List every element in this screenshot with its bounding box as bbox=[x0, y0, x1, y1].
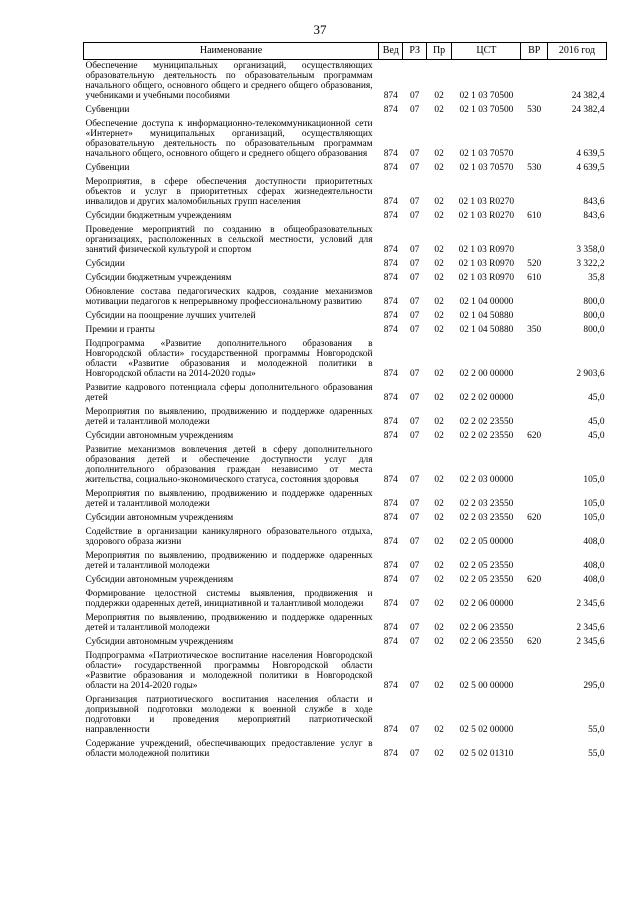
cell-pr: 02 bbox=[434, 431, 444, 441]
header-year: 2016 год bbox=[547, 43, 606, 60]
cell-name: Содействие в организации каникулярного образовательного отдыха, здорового образа жизни bbox=[85, 527, 373, 547]
cell-pr: 02 bbox=[434, 369, 444, 379]
cell-amount: 105,0 bbox=[583, 499, 605, 509]
cell-pr: 02 bbox=[434, 311, 444, 321]
cell-ved: 874 bbox=[383, 725, 398, 735]
cell-name: Мероприятия, в сфере обеспечения доступности приоритетных объектов и услуг в приоритетных сферах жизнедеятельности инвалидов и других маломобильных групп населения bbox=[85, 177, 373, 207]
cell-pr: 02 bbox=[434, 197, 444, 207]
cell-vr: 350 bbox=[527, 325, 542, 335]
cell-pr: 02 bbox=[434, 623, 444, 633]
cell-amount: 24 382,4 bbox=[571, 91, 605, 101]
table-row bbox=[84, 738, 607, 762]
cell-ved: 874 bbox=[383, 599, 398, 609]
cell-pr: 02 bbox=[434, 475, 444, 485]
cell-pr: 02 bbox=[434, 749, 444, 759]
cell-cst: 02 1 03 R0970 bbox=[458, 259, 515, 269]
table-row bbox=[84, 272, 607, 286]
cell-vr bbox=[521, 382, 547, 406]
cell-pr: 02 bbox=[434, 273, 444, 283]
cell-ved: 874 bbox=[383, 393, 398, 403]
cell-vr bbox=[521, 588, 547, 612]
header-pr: Пр bbox=[426, 43, 451, 60]
cell-cst: 02 5 02 01310 bbox=[459, 749, 514, 759]
cell-amount: 408,0 bbox=[583, 575, 605, 585]
cell-rz: 07 bbox=[409, 561, 420, 571]
cell-ved: 874 bbox=[383, 163, 398, 173]
cell-pr: 02 bbox=[434, 725, 444, 735]
cell-rz: 07 bbox=[409, 393, 420, 403]
cell-name: Обеспечение муниципальных организаций, осуществляющих образовательную деятельность по образовательным программам начального общего, основного общего и среднего общего образования, учебниками и учебными пособиями bbox=[85, 61, 373, 101]
cell-pr: 02 bbox=[434, 297, 444, 307]
header-vr: ВР bbox=[521, 43, 547, 60]
cell-ved: 874 bbox=[383, 149, 398, 159]
cell-rz: 07 bbox=[409, 575, 420, 585]
cell-rz: 07 bbox=[409, 725, 420, 735]
cell-ved: 874 bbox=[383, 537, 398, 547]
table-row bbox=[84, 588, 607, 612]
cell-amount: 35,8 bbox=[588, 273, 605, 283]
cell-cst: 02 1 03 70500 bbox=[459, 105, 514, 115]
cell-rz: 07 bbox=[409, 749, 420, 759]
cell-ved: 874 bbox=[383, 91, 398, 101]
table-row bbox=[84, 444, 607, 488]
cell-cst: 02 2 06 00000 bbox=[459, 599, 514, 609]
cell-amount: 408,0 bbox=[583, 537, 605, 547]
cell-rz: 07 bbox=[409, 623, 420, 633]
cell-amount: 55,0 bbox=[588, 749, 605, 759]
cell-name: Организация патриотического воспитания населения области и допризывной подготовки молодежи к военной службе в ходе подготовки и проведения мероприятий патриотической направленности bbox=[85, 695, 373, 735]
page-number: 37 bbox=[313, 22, 327, 37]
cell-vr bbox=[521, 526, 547, 550]
cell-amount: 55,0 bbox=[588, 725, 605, 735]
cell-ved: 874 bbox=[383, 311, 398, 321]
cell-vr bbox=[521, 406, 547, 430]
cell-pr: 02 bbox=[434, 537, 444, 547]
cell-cst: 02 2 05 23550 bbox=[459, 575, 514, 585]
cell-ved: 874 bbox=[383, 211, 398, 221]
cell-amount: 2 345,6 bbox=[576, 599, 605, 609]
cell-name: Субсидии bbox=[85, 259, 125, 269]
cell-name: Мероприятия по выявлению, продвижению и поддержке одаренных детей и талантливой молодежи bbox=[85, 613, 373, 633]
cell-cst: 02 2 06 23550 bbox=[459, 623, 514, 633]
cell-amount: 45,0 bbox=[588, 431, 605, 441]
cell-name: Субвенции bbox=[85, 163, 130, 173]
table-row bbox=[84, 488, 607, 512]
cell-rz: 07 bbox=[409, 499, 420, 509]
table-row bbox=[84, 104, 607, 118]
cell-cst: 02 2 02 23550 bbox=[459, 417, 514, 427]
cell-vr bbox=[521, 338, 547, 382]
table-row bbox=[84, 162, 607, 176]
cell-vr bbox=[521, 118, 547, 162]
cell-vr bbox=[521, 286, 547, 310]
cell-cst: 02 2 00 00000 bbox=[459, 369, 514, 379]
header-name: Наименование bbox=[84, 43, 379, 60]
cell-pr: 02 bbox=[434, 163, 444, 173]
cell-vr: 620 bbox=[527, 431, 542, 441]
cell-cst: 02 2 03 23550 bbox=[459, 499, 514, 509]
cell-cst: 02 1 03 70500 bbox=[459, 91, 514, 101]
cell-ved: 874 bbox=[383, 681, 398, 691]
cell-ved: 874 bbox=[383, 297, 398, 307]
cell-rz: 07 bbox=[409, 537, 420, 547]
table-row bbox=[84, 258, 607, 272]
cell-amount: 2 345,6 bbox=[576, 637, 605, 647]
cell-vr: 530 bbox=[527, 105, 542, 115]
cell-pr: 02 bbox=[434, 259, 444, 269]
cell-cst: 02 1 04 00000 bbox=[459, 297, 514, 307]
cell-vr bbox=[521, 694, 547, 738]
cell-name: Обеспечение доступа к информационно-телекоммуникационной сети «Интернет» муниципальных организаций, осуществляющих образовательную деятельность по образовательным программам начального общего, основного общего и среднего общего образования bbox=[85, 119, 373, 159]
table-row bbox=[84, 406, 607, 430]
cell-ved: 874 bbox=[383, 273, 398, 283]
cell-cst: 02 1 04 50880 bbox=[459, 311, 514, 321]
cell-ved: 874 bbox=[383, 325, 398, 335]
cell-ved: 874 bbox=[383, 749, 398, 759]
cell-vr bbox=[521, 612, 547, 636]
table-row bbox=[84, 210, 607, 224]
table-header-row bbox=[84, 43, 607, 60]
cell-rz: 07 bbox=[409, 311, 420, 321]
cell-rz: 07 bbox=[409, 149, 420, 159]
cell-pr: 02 bbox=[434, 325, 444, 335]
cell-amount: 800,0 bbox=[583, 325, 605, 335]
cell-ved: 874 bbox=[383, 259, 398, 269]
cell-vr bbox=[521, 224, 547, 258]
table-row bbox=[84, 512, 607, 526]
cell-pr: 02 bbox=[434, 91, 444, 101]
cell-name: Субсидии бюджетным учреждениям bbox=[85, 211, 232, 221]
cell-name: Субсидии бюджетным учреждениям bbox=[85, 273, 232, 283]
cell-cst: 02 2 02 23550 bbox=[459, 431, 514, 441]
cell-amount: 105,0 bbox=[583, 513, 605, 523]
cell-amount: 4 639,5 bbox=[576, 149, 605, 159]
cell-name: Субсидии на поощрение лучших учителей bbox=[85, 311, 256, 321]
cell-rz: 07 bbox=[409, 259, 420, 269]
cell-pr: 02 bbox=[434, 575, 444, 585]
cell-ved: 874 bbox=[383, 475, 398, 485]
table-row bbox=[84, 694, 607, 738]
table-row bbox=[84, 176, 607, 210]
table-row bbox=[84, 310, 607, 324]
cell-ved: 874 bbox=[383, 623, 398, 633]
cell-amount: 3 358,0 bbox=[576, 245, 605, 255]
cell-pr: 02 bbox=[434, 211, 444, 221]
cell-ved: 874 bbox=[383, 513, 398, 523]
cell-amount: 843,6 bbox=[583, 197, 605, 207]
cell-cst: 02 1 04 50880 bbox=[459, 325, 514, 335]
cell-pr: 02 bbox=[434, 245, 444, 255]
table-row bbox=[84, 526, 607, 550]
cell-name: Подпрограмма «Патриотическое воспитание населения Новгородской области» государственной программы Новгородской области «Развитие образования и молодежной политики в Новгородской области на 2014-2020 годы» bbox=[85, 651, 373, 691]
table-row bbox=[84, 650, 607, 694]
cell-vr bbox=[521, 444, 547, 488]
cell-vr: 620 bbox=[527, 637, 542, 647]
cell-rz: 07 bbox=[409, 369, 420, 379]
table-row bbox=[84, 550, 607, 574]
cell-name: Субсидии автономным учреждениям bbox=[85, 575, 234, 585]
header-ved: Вед bbox=[379, 43, 403, 60]
cell-pr: 02 bbox=[434, 499, 444, 509]
cell-rz: 07 bbox=[409, 297, 420, 307]
cell-cst: 02 2 05 23550 bbox=[459, 561, 514, 571]
table-row bbox=[84, 324, 607, 338]
cell-vr: 520 bbox=[527, 259, 542, 269]
cell-name: Субсидии автономным учреждениям bbox=[85, 431, 234, 441]
cell-cst: 02 1 03 70570 bbox=[459, 149, 514, 159]
cell-amount: 3 322,2 bbox=[576, 259, 605, 269]
cell-amount: 843,6 bbox=[583, 211, 605, 221]
cell-amount: 295,0 bbox=[583, 681, 605, 691]
cell-name: Субсидии автономным учреждениям bbox=[85, 513, 234, 523]
cell-pr: 02 bbox=[434, 681, 444, 691]
cell-ved: 874 bbox=[383, 105, 398, 115]
cell-cst: 02 5 02 00000 bbox=[459, 725, 514, 735]
table-row bbox=[84, 338, 607, 382]
cell-rz: 07 bbox=[409, 681, 420, 691]
cell-amount: 4 639,5 bbox=[576, 163, 605, 173]
cell-rz: 07 bbox=[409, 273, 420, 283]
cell-pr: 02 bbox=[434, 393, 444, 403]
cell-amount: 105,0 bbox=[583, 475, 605, 485]
cell-vr: 530 bbox=[527, 163, 542, 173]
cell-cst: 02 1 03 70570 bbox=[459, 163, 514, 173]
cell-vr bbox=[521, 176, 547, 210]
header-cst: ЦСТ bbox=[452, 43, 521, 60]
cell-amount: 408,0 bbox=[583, 561, 605, 571]
cell-name: Субсидии автономным учреждениям bbox=[85, 637, 234, 647]
cell-cst: 02 2 02 00000 bbox=[459, 393, 514, 403]
cell-cst: 02 1 03 R0270 bbox=[458, 211, 515, 221]
table-row bbox=[84, 118, 607, 162]
cell-ved: 874 bbox=[383, 575, 398, 585]
cell-vr bbox=[521, 550, 547, 574]
cell-pr: 02 bbox=[434, 513, 444, 523]
cell-rz: 07 bbox=[409, 431, 420, 441]
table-row bbox=[84, 60, 607, 105]
cell-name: Содержание учреждений, обеспечивающих предоставление услуг в области молодежной политики bbox=[85, 739, 373, 759]
cell-ved: 874 bbox=[383, 245, 398, 255]
cell-amount: 45,0 bbox=[588, 417, 605, 427]
cell-rz: 07 bbox=[409, 475, 420, 485]
cell-amount: 2 903,6 bbox=[576, 369, 605, 379]
table-row bbox=[84, 382, 607, 406]
cell-pr: 02 bbox=[434, 105, 444, 115]
cell-pr: 02 bbox=[434, 637, 444, 647]
table-row bbox=[84, 430, 607, 444]
cell-name: Развитие механизмов вовлечения детей в сферу дополнительного образования детей и обеспечение доступности услуг для дополнительного образования граждан независимо от места жительства, социально-экономического статуса, состояния здоровья bbox=[85, 445, 373, 485]
cell-pr: 02 bbox=[434, 561, 444, 571]
cell-ved: 874 bbox=[383, 431, 398, 441]
cell-vr: 610 bbox=[527, 273, 542, 283]
cell-name: Мероприятия по выявлению, продвижению и поддержке одаренных детей и талантливой молодежи bbox=[85, 489, 373, 509]
cell-vr: 620 bbox=[527, 513, 542, 523]
cell-amount: 24 382,4 bbox=[571, 105, 605, 115]
cell-ved: 874 bbox=[383, 197, 398, 207]
cell-amount: 2 345,6 bbox=[576, 623, 605, 633]
cell-vr: 620 bbox=[527, 575, 542, 585]
cell-rz: 07 bbox=[409, 91, 420, 101]
cell-vr bbox=[521, 738, 547, 762]
table-row bbox=[84, 286, 607, 310]
cell-rz: 07 bbox=[409, 105, 420, 115]
table-row bbox=[84, 574, 607, 588]
cell-pr: 02 bbox=[434, 417, 444, 427]
cell-name: Мероприятия по выявлению, продвижению и поддержке одаренных детей и талантливой молодежи bbox=[85, 551, 373, 571]
cell-vr bbox=[521, 650, 547, 694]
cell-ved: 874 bbox=[383, 637, 398, 647]
cell-name: Подпрограмма «Развитие дополнительного образования в Новгородской области» государственной программы Новгородской области «Развитие образования и молодежной политики в Новгородской области на 2014-2020 годы» bbox=[85, 339, 373, 379]
cell-ved: 874 bbox=[383, 417, 398, 427]
cell-rz: 07 bbox=[409, 325, 420, 335]
cell-rz: 07 bbox=[409, 637, 420, 647]
cell-vr bbox=[521, 310, 547, 324]
cell-vr: 610 bbox=[527, 211, 542, 221]
table-row bbox=[84, 224, 607, 258]
cell-amount: 800,0 bbox=[583, 311, 605, 321]
cell-rz: 07 bbox=[409, 211, 420, 221]
cell-ved: 874 bbox=[383, 499, 398, 509]
cell-rz: 07 bbox=[409, 513, 420, 523]
cell-pr: 02 bbox=[434, 149, 444, 159]
cell-cst: 02 1 03 R0970 bbox=[458, 273, 515, 283]
cell-pr: 02 bbox=[434, 599, 444, 609]
cell-name: Проведение мероприятий по созданию в общеобразовательных организациях, расположенных в сельской местности, условий для занятий физической культурой и спортом bbox=[85, 225, 373, 255]
cell-name: Формирование целостной системы выявления, продвижения и поддержки одаренных детей, инициативной и талантливой молодежи bbox=[85, 589, 373, 609]
cell-vr bbox=[521, 488, 547, 512]
cell-rz: 07 bbox=[409, 197, 420, 207]
header-rz: РЗ bbox=[403, 43, 426, 60]
cell-cst: 02 1 03 R0270 bbox=[458, 197, 515, 207]
cell-ved: 874 bbox=[383, 561, 398, 571]
cell-amount: 45,0 bbox=[588, 393, 605, 403]
cell-name: Субвенции bbox=[85, 105, 130, 115]
cell-name: Мероприятия по выявлению, продвижению и поддержке одаренных детей и талантливой молодежи bbox=[85, 407, 373, 427]
cell-ved: 874 bbox=[383, 369, 398, 379]
cell-vr bbox=[521, 60, 547, 105]
table-body bbox=[84, 60, 607, 763]
cell-cst: 02 2 06 23550 bbox=[459, 637, 514, 647]
cell-name: Развитие кадрового потенциала сферы дополнительного образования детей bbox=[85, 383, 373, 403]
cell-cst: 02 2 03 00000 bbox=[459, 475, 514, 485]
table-row bbox=[84, 612, 607, 636]
cell-name: Обновление состава педагогических кадров, создание механизмов мотивации педагогов к непрерывному профессиональному развитию bbox=[85, 287, 373, 307]
cell-cst: 02 2 03 23550 bbox=[459, 513, 514, 523]
cell-amount: 800,0 bbox=[583, 297, 605, 307]
cell-rz: 07 bbox=[409, 245, 420, 255]
cell-cst: 02 5 00 00000 bbox=[459, 681, 514, 691]
table-row bbox=[84, 636, 607, 650]
cell-rz: 07 bbox=[409, 599, 420, 609]
budget-table bbox=[83, 42, 607, 762]
cell-cst: 02 1 03 R0970 bbox=[458, 245, 515, 255]
cell-rz: 07 bbox=[409, 163, 420, 173]
cell-name: Премии и гранты bbox=[85, 325, 155, 335]
cell-rz: 07 bbox=[409, 417, 420, 427]
cell-cst: 02 2 05 00000 bbox=[459, 537, 514, 547]
